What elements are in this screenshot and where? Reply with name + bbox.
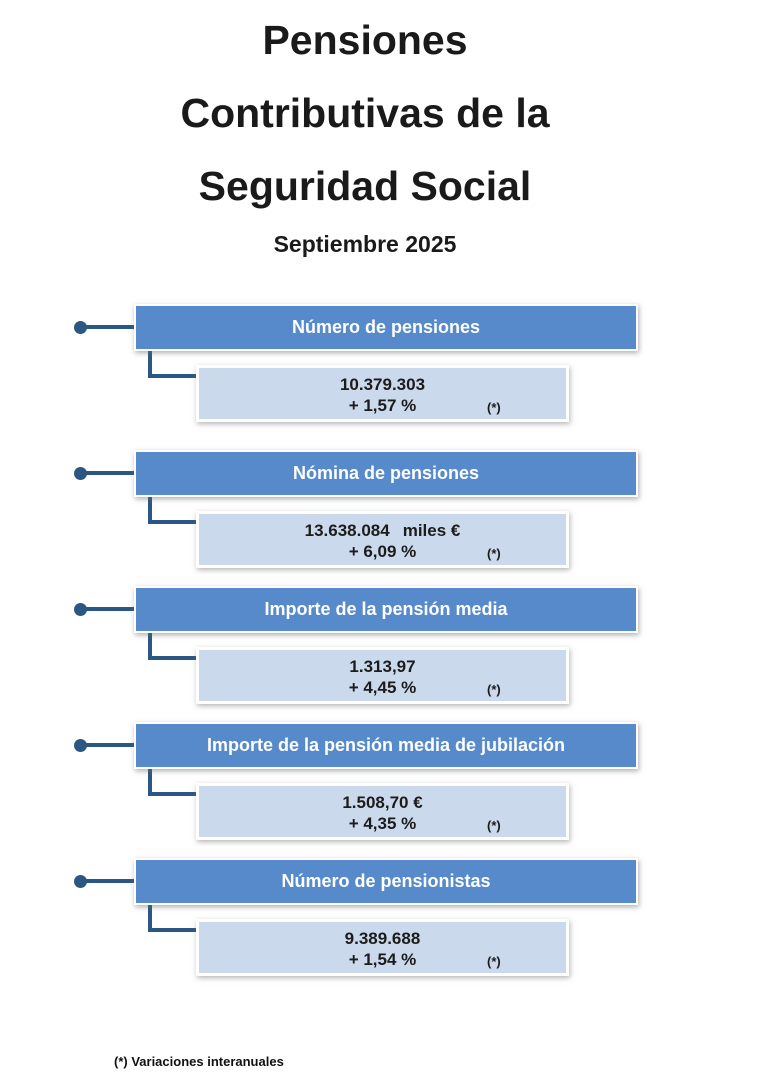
section-numero-de-pensiones bbox=[0, 304, 765, 429]
value-line bbox=[199, 656, 566, 677]
connector-elbow-horizontal bbox=[148, 520, 198, 524]
footnote-marker: (*) bbox=[487, 682, 501, 697]
connector-elbow-horizontal bbox=[148, 928, 198, 932]
connector-horizontal-line bbox=[82, 325, 136, 329]
section-header-label: Número de pensiones bbox=[291, 317, 481, 337]
section-header-bar bbox=[134, 858, 638, 905]
connector-horizontal-line bbox=[82, 879, 136, 883]
footnote-text: (*) Variaciones interanuales bbox=[114, 1054, 284, 1069]
metric-value: 13.638.084 bbox=[304, 521, 390, 540]
report-period-subtitle: Septiembre 2025 bbox=[273, 231, 457, 257]
change-line bbox=[199, 949, 566, 971]
value-box bbox=[196, 919, 569, 976]
connector-horizontal-line bbox=[82, 743, 136, 747]
value-box bbox=[196, 783, 569, 840]
connector-elbow-horizontal bbox=[148, 656, 198, 660]
metric-value: 1.508,70 € bbox=[342, 793, 423, 812]
value-line bbox=[199, 928, 566, 949]
connector-elbow-horizontal bbox=[148, 374, 198, 378]
connector-horizontal-line bbox=[82, 471, 136, 475]
section-header-label: Nómina de pensiones bbox=[292, 463, 480, 483]
metric-change: + 1,57 % bbox=[348, 396, 417, 415]
section-header-bar bbox=[134, 722, 638, 769]
section-header-bar bbox=[134, 304, 638, 351]
value-line bbox=[199, 792, 566, 813]
metric-unit: miles € bbox=[402, 521, 461, 540]
value-box bbox=[196, 365, 569, 422]
section-numero-de-pensionistas bbox=[0, 858, 765, 983]
change-line bbox=[199, 395, 566, 417]
value-box bbox=[196, 647, 569, 704]
section-header-label: Importe de la pensión media de jubilación bbox=[206, 735, 566, 755]
page-title-line-2: Contributivas de la bbox=[180, 90, 550, 136]
section-header-label: Importe de la pensión media bbox=[264, 599, 508, 619]
change-line bbox=[199, 677, 566, 699]
section-importe-pension-media bbox=[0, 586, 765, 711]
footnote-marker: (*) bbox=[487, 954, 501, 969]
page-title-line-3: Seguridad Social bbox=[198, 163, 532, 209]
metric-change: + 6,09 % bbox=[348, 542, 417, 561]
page-title-line-1: Pensiones bbox=[262, 17, 468, 63]
title-block bbox=[0, 4, 730, 259]
value-line bbox=[199, 374, 566, 395]
metric-change: + 4,35 % bbox=[348, 814, 417, 833]
metric-value: 9.389.688 bbox=[344, 929, 421, 948]
section-importe-pension-media-jubilacion bbox=[0, 722, 765, 847]
footnote-marker: (*) bbox=[487, 546, 501, 561]
section-header-bar bbox=[134, 450, 638, 497]
metric-change: + 4,45 % bbox=[348, 678, 417, 697]
connector-horizontal-line bbox=[82, 607, 136, 611]
metric-change: + 1,54 % bbox=[348, 950, 417, 969]
metric-value: 10.379.303 bbox=[339, 375, 426, 394]
change-line bbox=[199, 541, 566, 563]
footnote-marker: (*) bbox=[487, 400, 501, 415]
value-line bbox=[199, 520, 566, 541]
metric-value: 1.313,97 bbox=[349, 657, 416, 676]
section-header-label: Número de pensionistas bbox=[281, 871, 491, 891]
connector-elbow-horizontal bbox=[148, 792, 198, 796]
footnote-marker: (*) bbox=[487, 818, 501, 833]
section-header-bar bbox=[134, 586, 638, 633]
section-nomina-de-pensiones bbox=[0, 450, 765, 575]
change-line bbox=[199, 813, 566, 835]
value-box bbox=[196, 511, 569, 568]
